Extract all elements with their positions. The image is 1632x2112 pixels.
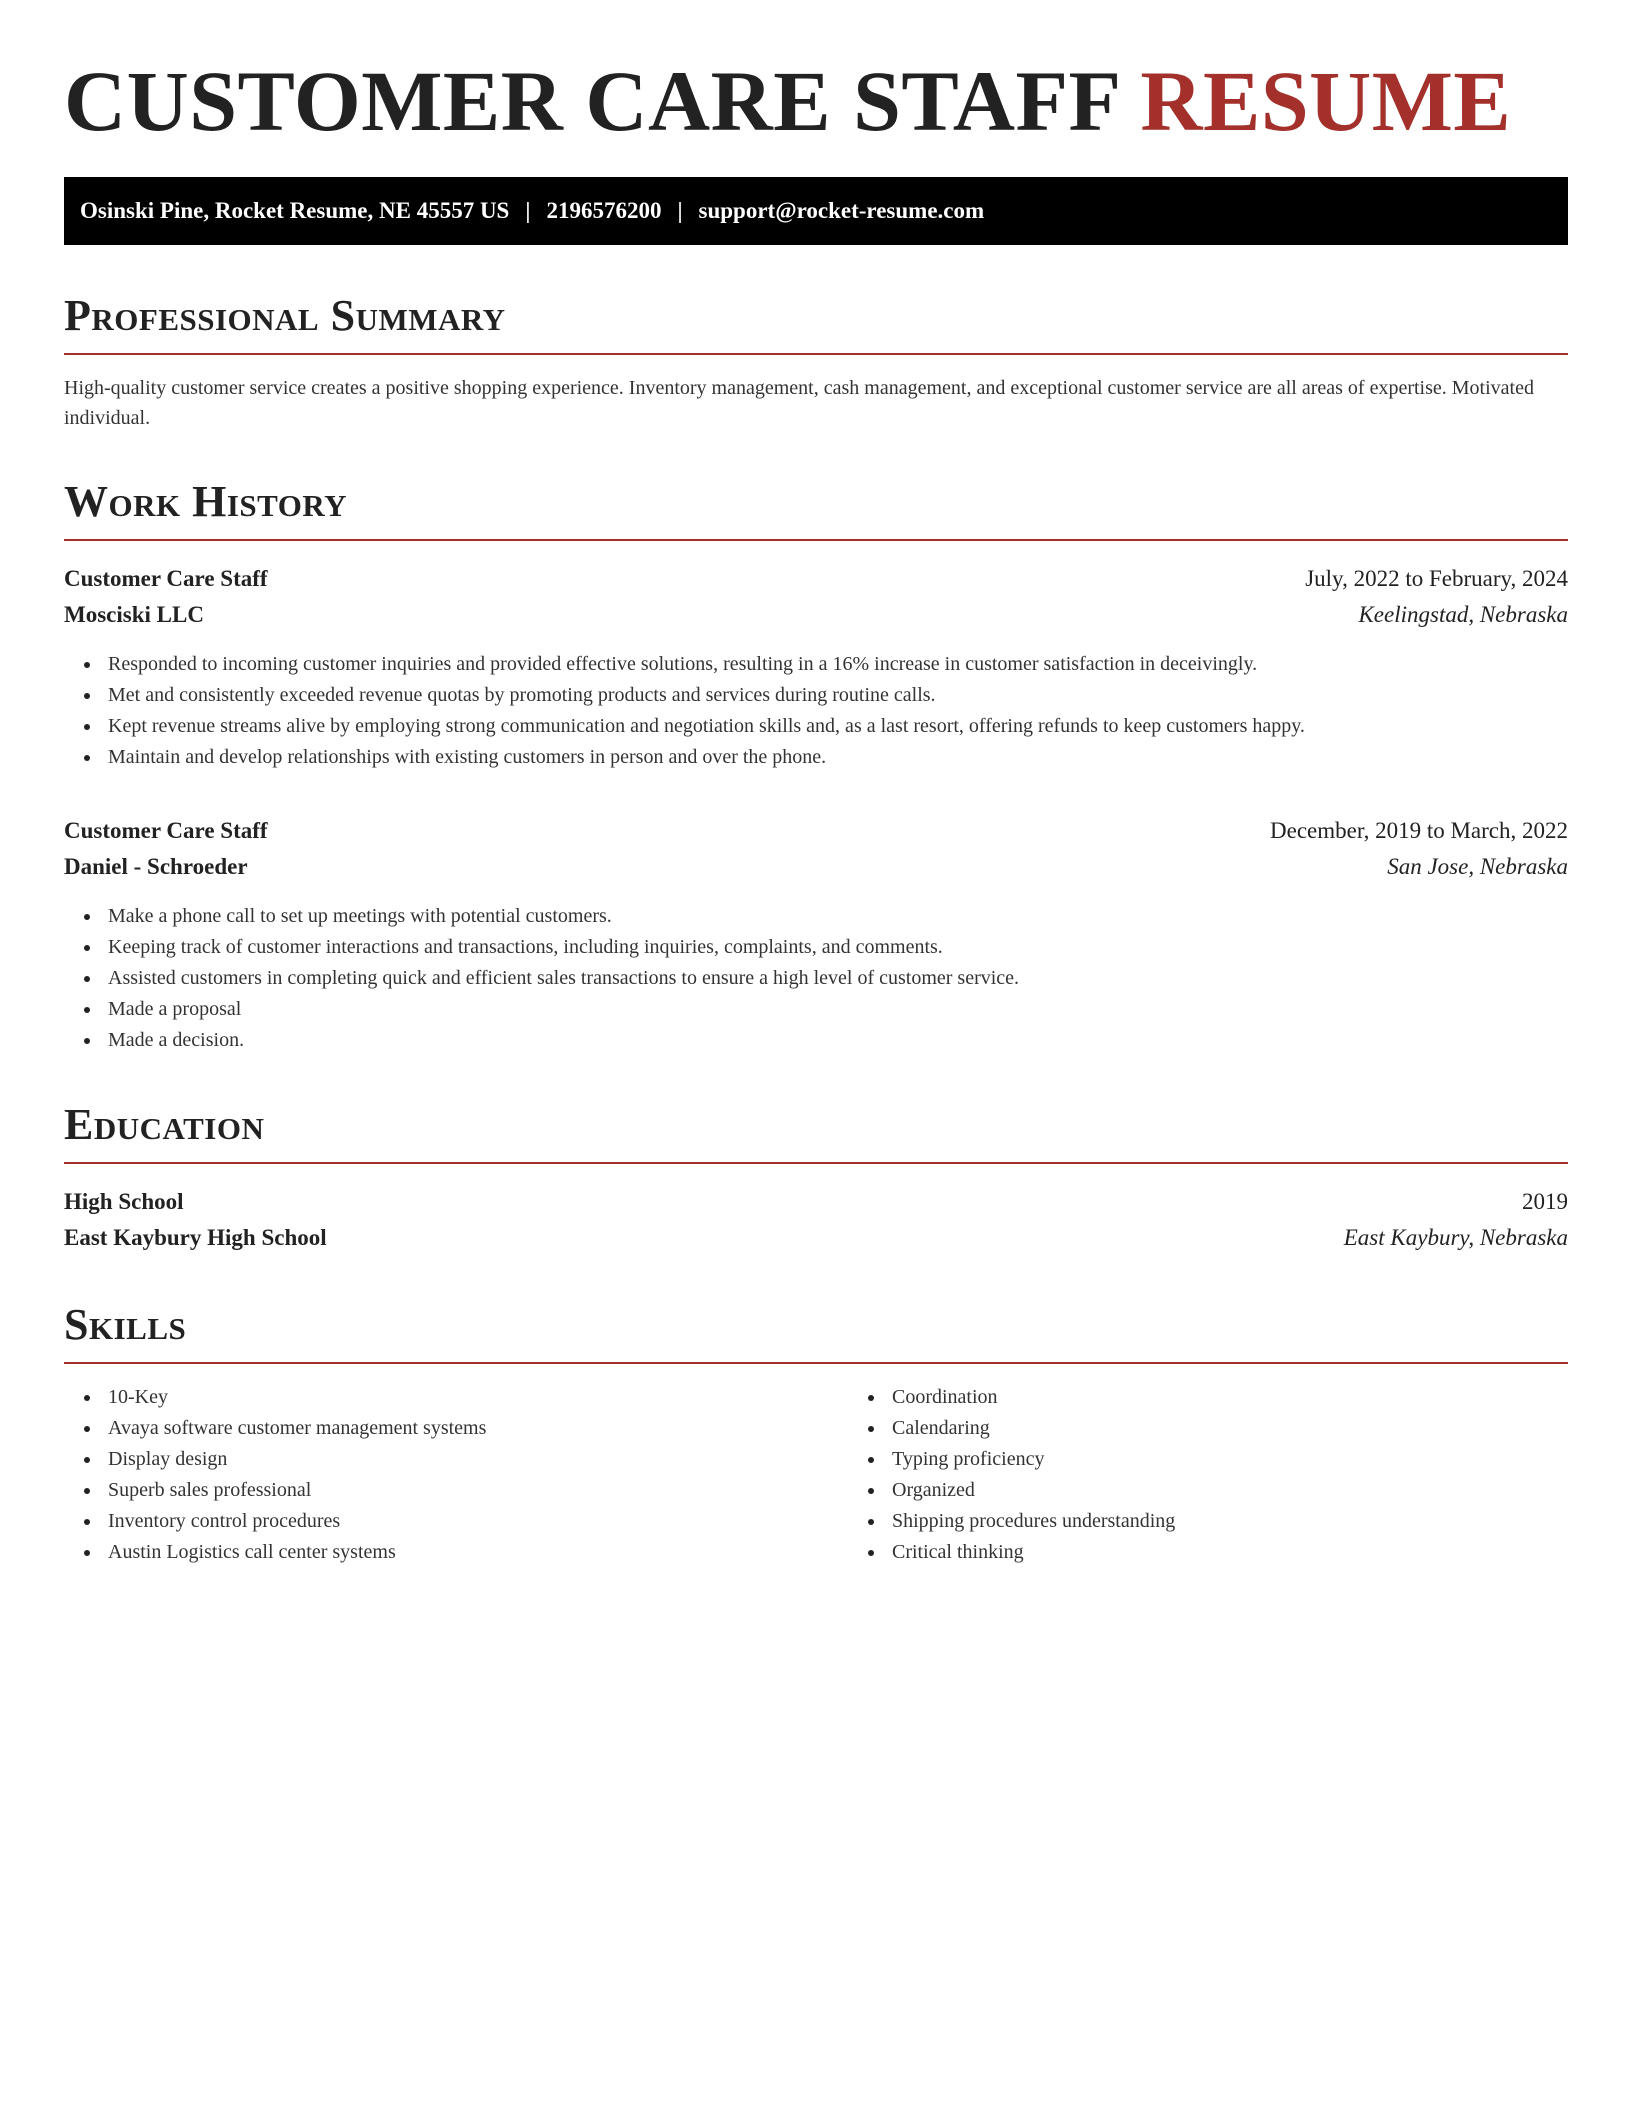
job-company-row	[64, 849, 1568, 885]
education-section	[64, 1099, 1568, 1256]
summary-section	[64, 290, 1568, 433]
job-company: Mosciski LLC	[64, 601, 204, 627]
skill-item: Typing proficiency	[892, 1444, 1175, 1475]
education-degree: High School	[64, 1189, 184, 1215]
section-divider	[64, 1362, 1568, 1364]
section-divider	[64, 539, 1568, 541]
job-bullet: Kept revenue streams alive by employing strong communication and negotiation skills and, as a last resort, offering refunds to keep customers happy.	[108, 711, 1568, 742]
skill-item: Display design	[108, 1444, 848, 1475]
skill-item: Coordination	[892, 1382, 1175, 1413]
job-entry	[64, 813, 1568, 1056]
job-title: Customer Care Staff	[64, 817, 268, 843]
skills-section	[64, 1302, 1568, 1568]
job-bullet: Maintain and develop relationships with existing customers in person and over the phone.	[108, 742, 1568, 773]
work-history-heading: Work History	[64, 476, 348, 526]
skill-item: Organized	[892, 1475, 1175, 1506]
education-school-row	[64, 1220, 1568, 1256]
contact-bar	[64, 177, 1568, 245]
job-title: Customer Care Staff	[64, 565, 268, 591]
job-location: Keelingstad, Nebraska	[1358, 601, 1568, 627]
job-entry	[64, 561, 1568, 773]
job-header-row	[64, 561, 1568, 597]
skills-list-right	[848, 1382, 1175, 1568]
skill-item: 10-Key	[108, 1382, 848, 1413]
contact-email: support@rocket-resume.com	[698, 197, 985, 223]
job-bullets	[64, 901, 1568, 1056]
education-header-row	[64, 1184, 1568, 1220]
education-year: 2019	[1522, 1189, 1568, 1215]
skill-item: Calendaring	[892, 1413, 1175, 1444]
title-accent: RESUME	[1140, 53, 1512, 149]
job-bullet: Assisted customers in completing quick and efficient sales transactions to ensure a high level of customer service.	[108, 963, 1568, 994]
skills-list-left	[64, 1382, 848, 1568]
section-divider	[64, 353, 1568, 355]
education-heading: Education	[64, 1099, 265, 1149]
job-bullet: Made a proposal	[108, 994, 1568, 1025]
skill-item: Avaya software customer management systems	[108, 1413, 848, 1444]
job-location: San Jose, Nebraska	[1387, 853, 1568, 879]
job-dates: December, 2019 to March, 2022	[1270, 817, 1568, 843]
education-location: East Kaybury, Nebraska	[1343, 1225, 1568, 1251]
job-bullets	[64, 649, 1568, 773]
job-bullet: Responded to incoming customer inquiries and provided effective solutions, resulting in a 16% increase in customer satisfaction in deceivingly.	[108, 649, 1568, 680]
contact-separator: |	[525, 197, 531, 223]
skill-item: Critical thinking	[892, 1537, 1175, 1568]
contact-address: Osinski Pine, Rocket Resume, NE 45557 US	[80, 197, 510, 223]
job-company-row	[64, 597, 1568, 633]
resume-title	[64, 54, 1568, 149]
skills-columns	[64, 1382, 1568, 1568]
work-history-section	[64, 476, 1568, 1056]
job-bullet: Made a decision.	[108, 1025, 1568, 1056]
skill-item: Inventory control procedures	[108, 1506, 848, 1537]
summary-text: High-quality customer service creates a positive shopping experience. Inventory management, cash management, and exceptional customer service are all areas of expertise. Motivated individual.	[64, 376, 1534, 429]
job-header-row	[64, 813, 1568, 849]
education-school: East Kaybury High School	[64, 1225, 327, 1251]
education-entry	[64, 1184, 1568, 1256]
job-bullet: Make a phone call to set up meetings with potential customers.	[108, 901, 1568, 932]
title-main: CUSTOMER CARE STAFF	[64, 53, 1119, 149]
section-divider	[64, 1162, 1568, 1164]
summary-heading: Professional Summary	[64, 290, 506, 340]
contact-separator: |	[677, 197, 683, 223]
skills-heading: Skills	[64, 1300, 187, 1350]
job-dates: July, 2022 to February, 2024	[1305, 565, 1568, 591]
job-bullet: Met and consistently exceeded revenue quotas by promoting products and services during routine calls.	[108, 680, 1568, 711]
skill-item: Austin Logistics call center systems	[108, 1537, 848, 1568]
contact-phone: 2196576200	[546, 197, 662, 223]
job-company: Daniel - Schroeder	[64, 853, 248, 879]
skill-item: Shipping procedures understanding	[892, 1506, 1175, 1537]
job-bullet: Keeping track of customer interactions and transactions, including inquiries, complaints, and comments.	[108, 932, 1568, 963]
skill-item: Superb sales professional	[108, 1475, 848, 1506]
